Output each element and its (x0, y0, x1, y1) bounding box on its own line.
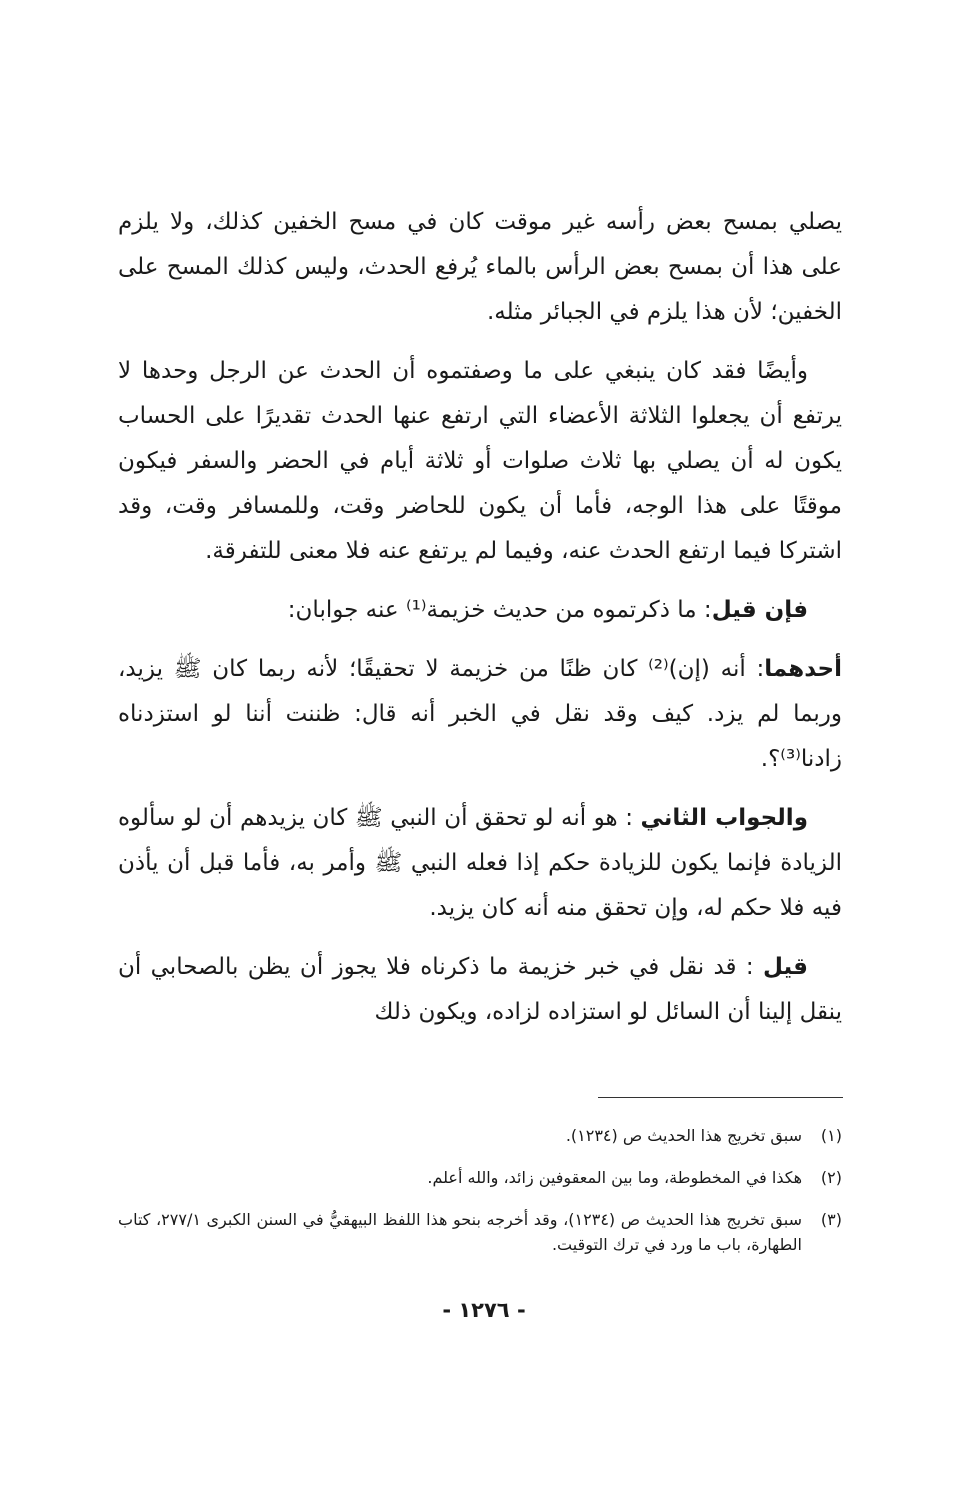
paragraph-4 (118, 647, 842, 782)
footnote-divider (598, 1097, 843, 1098)
paragraph-lead: أحدهما (764, 656, 842, 682)
paragraph-6 (118, 945, 842, 1035)
paragraph-text: يصلي بمسح بعض رأسه غير موقت كان في مسح الخفين كذلك، ولا يلزم على هذا أن بمسح بعض الرأس بالماء يُرفع الحدث، وليس كذلك المسح على الخفين؛ لأن هذا يلزم في الجبائر مثله. (118, 209, 842, 325)
footnote-number: (٣) (820, 1210, 842, 1229)
paragraph-1 (118, 200, 842, 335)
footnote-text: هكذا في المخطوطة، وما بين المعقوفين زائد، والله أعلم. (427, 1168, 802, 1187)
paragraph-text: : ما ذكرتموه من حديث خزيمة⁽¹⁾ عنه جوابان: (287, 597, 712, 623)
paragraph-2 (118, 349, 842, 574)
paragraph-text: : أنه (إن)⁽²⁾ كان ظنًا من خزيمة لا تحقيقًا؛ لأنه ربما كان ﷺ يزيد، وربما لم يزد. كيف وقد نقل في الخبر أنه قال: ظننت أننا لو استزدناه زادنا⁽³⁾؟. (118, 656, 842, 772)
paragraph-3 (118, 588, 842, 633)
footnote-number: (٢) (820, 1168, 842, 1187)
footnotes (118, 1123, 842, 1274)
main-text (118, 200, 842, 1049)
paragraph-text: : هو أنه لو تحقق أن النبي ﷺ كان يزيدهم أن لو سألوه الزيادة فإنما يكون للزيادة حكم إذا فعله النبي ﷺ وأمر به، فأما قبل أن يأذن فيه فلا حكم له، وإن تحقق منه أنه كان يزيد. (118, 805, 842, 921)
paragraph-lead: والجواب الثاني (640, 805, 808, 831)
page-number: - ١٢٧٦ - (442, 1298, 526, 1322)
footnote-1 (118, 1123, 842, 1148)
footnote-text: سبق تخريج هذا الحديث ص (١٢٣٤)، وقد أخرجه بنحو هذا اللفظ البيهقيُّ في السنن الكبرى ٢٧٧/١، كتاب الطهارة، باب ما ورد في ترك التوقيت. (118, 1210, 802, 1254)
paragraph-lead: فإن قيل (711, 597, 808, 623)
footnote-number: (١) (820, 1126, 842, 1145)
paragraph-text: وأيضًا فقد كان ينبغي على ما وصفتموه أن الحدث عن الرجل وحدها لا يرتفع أن يجعلوا الثلاثة الأعضاء التي ارتفع عنها الحدث تقديرًا على الحساب يكون له أن يصلي بها ثلاث صلوات أو ثلاثة أيام في الحضر والسفر فيكون موقتًا على هذا الوجه، فأما أن يكون للحاضر وقت، وللمسافر وقت، وقد اشتركا فيما ارتفع الحدث عنه، وفيما لم يرتفع عنه فلا معنى للتفرقة. (118, 358, 842, 564)
paragraph-text: : قد نقل في خبر خزيمة ما ذكرناه فلا يجوز أن يظن بالصحابي أن ينقل إلينا أن السائل لو استزاده لزاده، ويكون ذلك (118, 954, 842, 1025)
paragraph-5 (118, 796, 842, 931)
footnote-text: سبق تخريج هذا الحديث ص (١٢٣٤). (565, 1126, 802, 1145)
footnote-2 (118, 1165, 842, 1190)
paragraph-lead: قيل (763, 954, 808, 980)
footnote-3 (118, 1207, 842, 1257)
